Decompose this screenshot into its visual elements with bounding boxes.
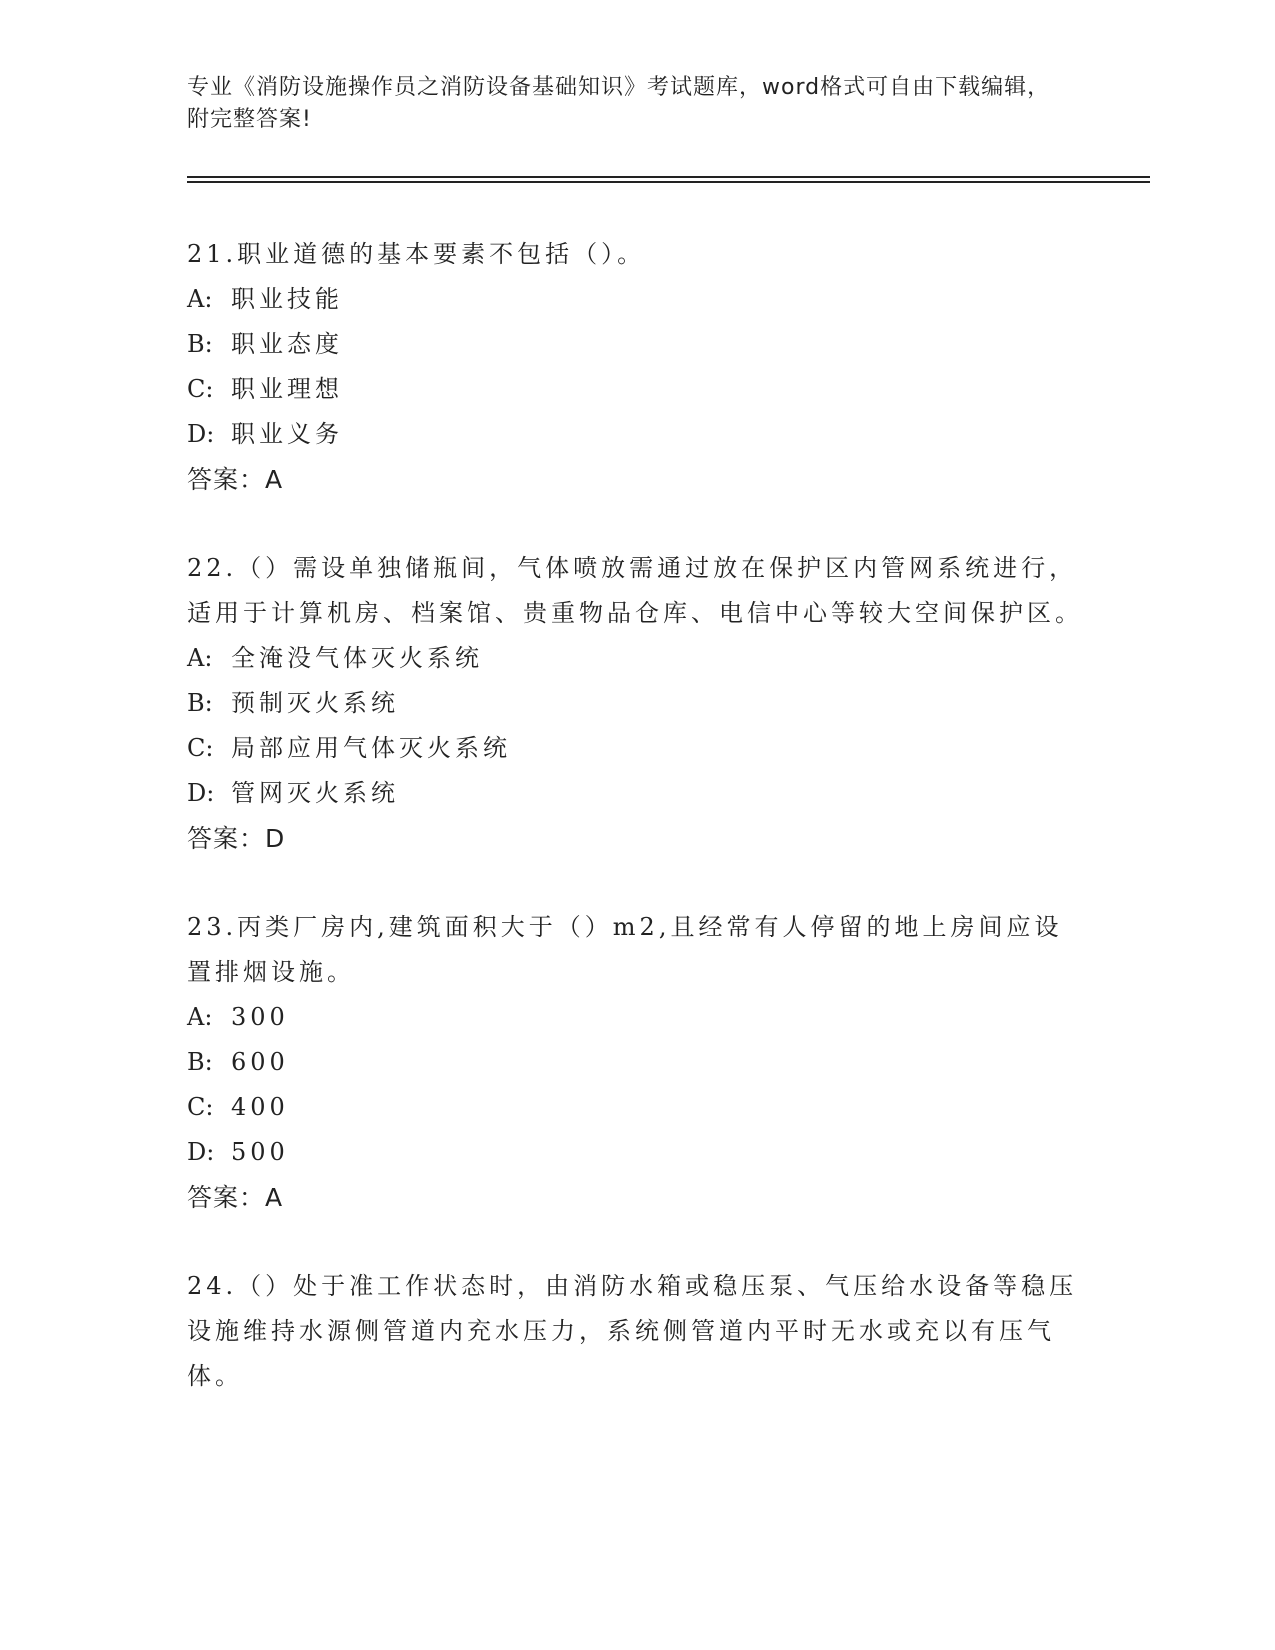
option-letter: B: [187,1048,213,1076]
option-b [187,1040,1087,1085]
option-letter: A: [187,285,213,313]
question-stem: 24.（）处于准工作状态时，由消防水箱或稳压泵、气压给水设备等稳压设施维持水源侧管道内充水压力，系统侧管道内平时无水或充以有压气体。 [187,1272,1078,1390]
answer-line: 答案：A [187,1183,284,1212]
question-stem: 22.（）需设单独储瓶间，气体喷放需通过放在保护区内管网系统进行，适用于计算机房、档案馆、贵重物品仓库、电信中心等较大空间保护区。 [187,554,1083,627]
option-a [187,995,1087,1040]
answer-line: 答案：D [187,824,286,853]
option-d [187,1130,1087,1175]
option-letter: D: [187,420,215,448]
option-c [187,726,1087,771]
option-b [187,322,1087,367]
header-divider-bottom [187,181,1150,183]
question-23 [187,905,1087,1220]
option-text: 职业义务 [231,420,343,448]
option-c [187,367,1087,412]
option-a [187,277,1087,322]
option-text: 300 [231,1003,289,1031]
question-stem: 23.丙类厂房内,建筑面积大于（）m2,且经常有人停留的地上房间应设置排烟设施。 [187,913,1063,986]
option-text: 职业理想 [231,375,343,403]
question-21 [187,232,1087,502]
option-c [187,1085,1087,1130]
question-stem: 21.职业道德的基本要素不包括（）。 [187,240,646,268]
option-text: 全淹没气体灭火系统 [231,644,483,672]
option-text: 600 [231,1048,289,1076]
question-24 [187,1264,1087,1399]
option-a [187,636,1087,681]
option-letter: C: [187,734,214,762]
option-letter: B: [187,330,213,358]
question-22 [187,546,1087,861]
option-letter: B: [187,689,213,717]
option-text: 预制灭火系统 [231,689,399,717]
answer-line: 答案：A [187,465,284,494]
document-header: 专业《消防设施操作员之消防设备基础知识》考试题库，word格式可自由下载编辑，附完整答案! [187,75,1051,132]
option-letter: A: [187,1003,213,1031]
option-text: 500 [231,1138,289,1166]
option-text: 职业态度 [231,330,343,358]
option-letter: D: [187,1138,215,1166]
option-text: 局部应用气体灭火系统 [231,734,511,762]
option-letter: D: [187,779,215,807]
option-d [187,412,1087,457]
header-divider-top [187,176,1150,178]
option-d [187,771,1087,816]
option-letter: C: [187,375,214,403]
question-list [187,232,1087,1443]
option-text: 职业技能 [231,285,343,313]
option-letter: A: [187,644,213,672]
option-text: 管网灭火系统 [231,779,399,807]
option-text: 400 [231,1093,289,1121]
option-b [187,681,1087,726]
option-letter: C: [187,1093,214,1121]
